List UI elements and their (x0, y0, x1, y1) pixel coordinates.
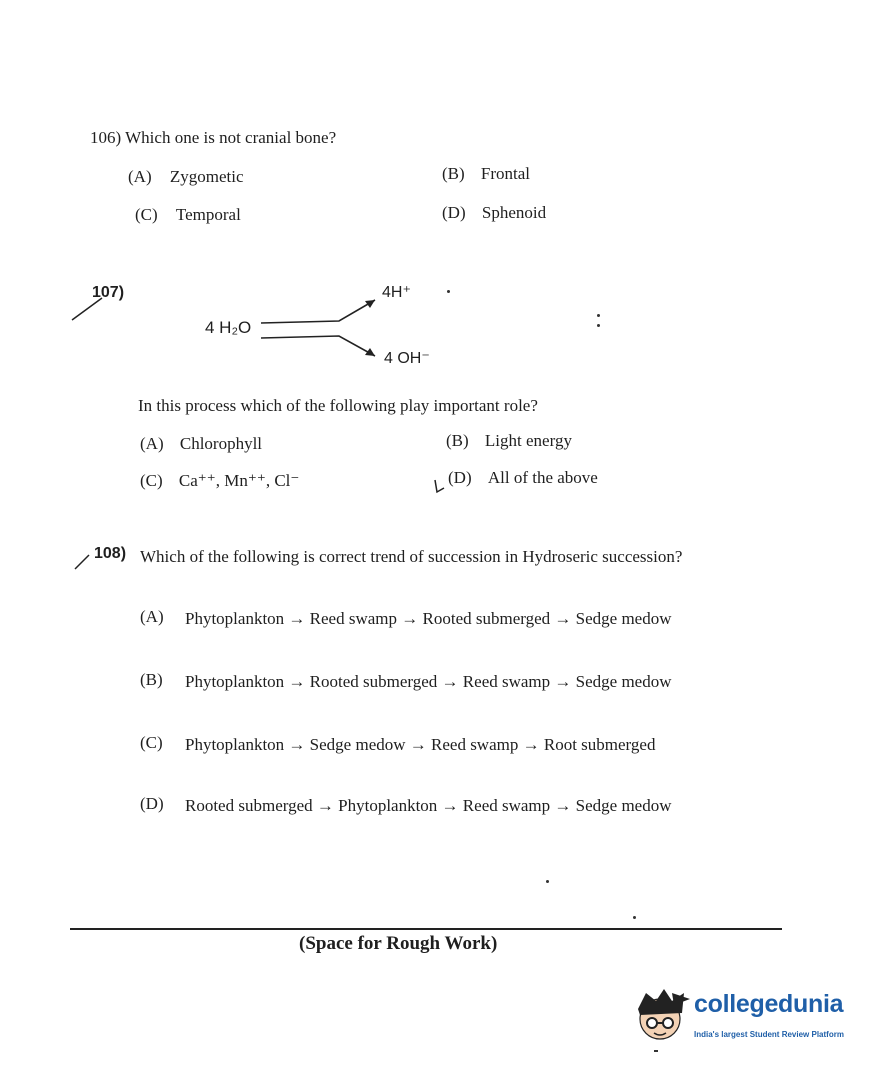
reaction-arrows (255, 290, 385, 365)
q106-number: 106) (90, 128, 122, 147)
q107-option-b (446, 431, 572, 451)
speck (597, 314, 600, 317)
q108-option-d-label: (D) (140, 794, 164, 813)
q106-text: Which one is not cranial bone? (125, 128, 337, 147)
speck (633, 916, 636, 919)
divider-line (70, 928, 782, 930)
q108-option-c-label: (C) (140, 733, 163, 752)
q107-text: In this process which of the following play important role? (138, 396, 538, 415)
q107-reactant: 4 H₂O (205, 318, 252, 337)
q106-stem (90, 128, 336, 148)
rough-work-label: (Space for Rough Work) (299, 933, 498, 954)
q107-number: 107) (92, 284, 125, 301)
option-text: All of the above (487, 468, 598, 487)
tick-mark-icon (72, 552, 92, 572)
tick-mark-icon (432, 476, 446, 496)
option-label: (D) (442, 203, 466, 222)
option-label: (A) (128, 167, 152, 186)
option-label: (B) (442, 164, 465, 183)
brand-tagline: India's largest Student Review Platform (694, 1030, 844, 1039)
option-text: Ca⁺⁺, Mn⁺⁺, Cl⁻ (178, 471, 300, 490)
option-label: (C) (135, 205, 158, 224)
option-label: (A) (140, 434, 164, 453)
q108-option-d: Rooted submerged → Phytoplankton → Reed swamp → Sedge medow (185, 796, 672, 815)
brand-name: collegedunia (694, 990, 844, 1018)
speck (597, 324, 600, 327)
q107-option-a (140, 434, 262, 454)
speck (546, 880, 549, 883)
option-text: Sphenoid (481, 203, 547, 222)
q106-option-c (135, 205, 241, 225)
q108-option-c: Phytoplankton → Sedge medow → Reed swamp → Root submerged (185, 735, 656, 754)
q107-product-top: 4H⁺ (382, 284, 411, 301)
q108-option-a-label: (A) (140, 607, 164, 626)
speck (447, 290, 450, 293)
option-text: Zygometic (169, 167, 244, 186)
q106-option-a (128, 167, 244, 187)
q106-option-d (442, 203, 546, 223)
q108-number: 108) (94, 545, 127, 562)
speck (654, 1050, 658, 1052)
option-label: (D) (448, 468, 472, 487)
q108-option-b: Phytoplankton → Rooted submerged → Reed swamp → Sedge medow (185, 672, 672, 691)
q108-option-b-label: (B) (140, 670, 163, 689)
option-text: Light energy (484, 431, 572, 450)
collegedunia-mascot-icon (632, 985, 694, 1047)
option-text: Temporal (175, 205, 241, 224)
q108-option-a: Phytoplankton → Reed swamp → Rooted submerged → Sedge medow (185, 609, 672, 628)
option-text: Frontal (480, 164, 531, 183)
q107-product-bottom: 4 OH⁻ (384, 350, 430, 367)
q106-option-b (442, 164, 530, 184)
option-label: (C) (140, 471, 163, 490)
q107-option-c (140, 471, 299, 491)
option-text: Chlorophyll (179, 434, 263, 453)
q107-option-d (448, 468, 598, 488)
option-label: (B) (446, 431, 469, 450)
q108-text: Which of the following is correct trend of succession in Hydroseric succession? (140, 547, 683, 566)
